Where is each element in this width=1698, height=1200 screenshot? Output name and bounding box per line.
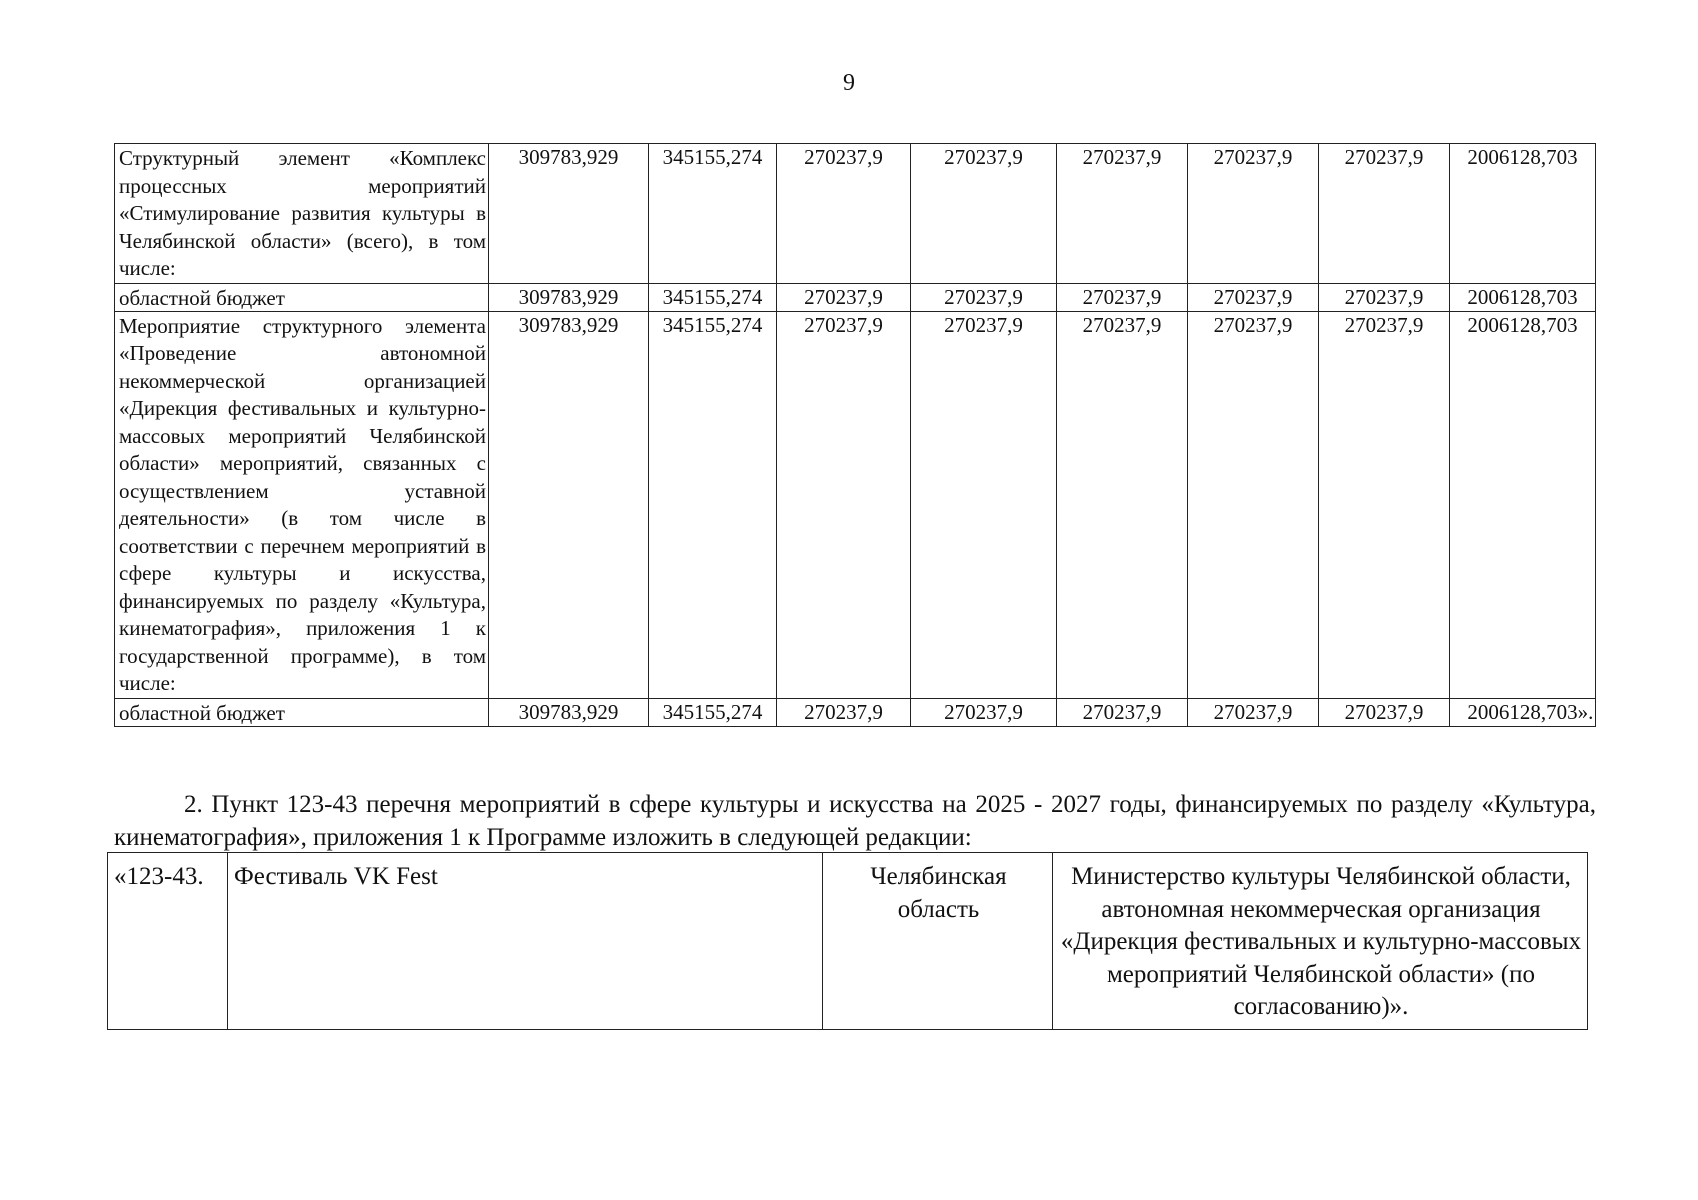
row-value: 2006128,703 [1450, 311, 1596, 698]
row-value: 270237,9 [911, 283, 1057, 311]
festival-table [107, 852, 1588, 1030]
row-value: 270237,9 [1319, 698, 1450, 726]
closing-quote-mark: ». [1577, 700, 1594, 724]
row-value: 270237,9 [1188, 144, 1319, 284]
row-value: 309783,929 [489, 311, 649, 698]
row-value: 270237,9 [777, 144, 911, 284]
row-value: 309783,929 [489, 698, 649, 726]
row-label: областной бюджет [115, 283, 489, 311]
row-value: 270237,9 [1057, 698, 1188, 726]
festival-row [108, 853, 1588, 1030]
row-value: 2006128,703 [1450, 144, 1596, 284]
finance-row [115, 311, 1596, 698]
row-value: 270237,9 [911, 144, 1057, 284]
festival-organizer: Министерство культуры Челябинской области, автономная некоммерческая организация «Дирекция фестивальных и культурно-массовых мероприятий Челябинской области» (по согласованию)». [1053, 853, 1588, 1030]
festival-region: Челябинская область [823, 853, 1053, 1030]
row-value: 309783,929 [489, 144, 649, 284]
row-label: областной бюджет [115, 698, 489, 726]
row-value: 270237,9 [911, 311, 1057, 698]
row-label: Мероприятие структурного элемента «Проведение автономной некоммерческой организацией «Дирекция фестивальных и культурно-массовых мероприятий Челябинской области» мероприятий, связанных с осуществлением уставной деятельности» (в том числе в соответствии с перечнем мероприятий в сфере культуры и искусства, финансируемых по разделу «Культура, кинематография», приложения 1 к государственной программе), в том числе: [115, 311, 489, 698]
row-value: 270237,9 [1188, 283, 1319, 311]
row-label: Структурный элемент «Комплекс процессных мероприятий «Стимулирование развития культуры в Челябинской области» (всего), в том числе: [115, 144, 489, 284]
row-value: 345155,274 [649, 311, 777, 698]
row-value: 270237,9 [777, 283, 911, 311]
row-value: 2006128,703 [1450, 698, 1596, 726]
row-value: 345155,274 [649, 698, 777, 726]
row-value: 345155,274 [649, 283, 777, 311]
row-value: 270237,9 [777, 311, 911, 698]
row-value: 2006128,703 [1450, 283, 1596, 311]
row-value: 270237,9 [1188, 698, 1319, 726]
page-number: 9 [843, 70, 855, 96]
festival-name: Фестиваль VK Fest [228, 853, 823, 1030]
finance-row [115, 283, 1596, 311]
row-value: 270237,9 [1057, 311, 1188, 698]
row-value: 270237,9 [1057, 144, 1188, 284]
finance-row [115, 144, 1596, 284]
row-value: 270237,9 [1057, 283, 1188, 311]
row-value: 270237,9 [911, 698, 1057, 726]
finance-row [115, 698, 1596, 726]
row-value: 270237,9 [1188, 311, 1319, 698]
row-value: 345155,274 [649, 144, 777, 284]
row-value: 270237,9 [1319, 144, 1450, 284]
row-value: 309783,929 [489, 283, 649, 311]
festival-number: «123-43. [108, 853, 228, 1030]
finance-table [114, 143, 1596, 727]
row-value: 270237,9 [777, 698, 911, 726]
amendment-paragraph: 2. Пункт 123-43 перечня мероприятий в сфере культуры и искусства на 2025 - 2027 годы, финансируемых по разделу «Культура, кинематография», приложения 1 к Программе изложить в следующей редакции: [114, 791, 1596, 851]
row-value: 270237,9 [1319, 311, 1450, 698]
row-value: 270237,9 [1319, 283, 1450, 311]
